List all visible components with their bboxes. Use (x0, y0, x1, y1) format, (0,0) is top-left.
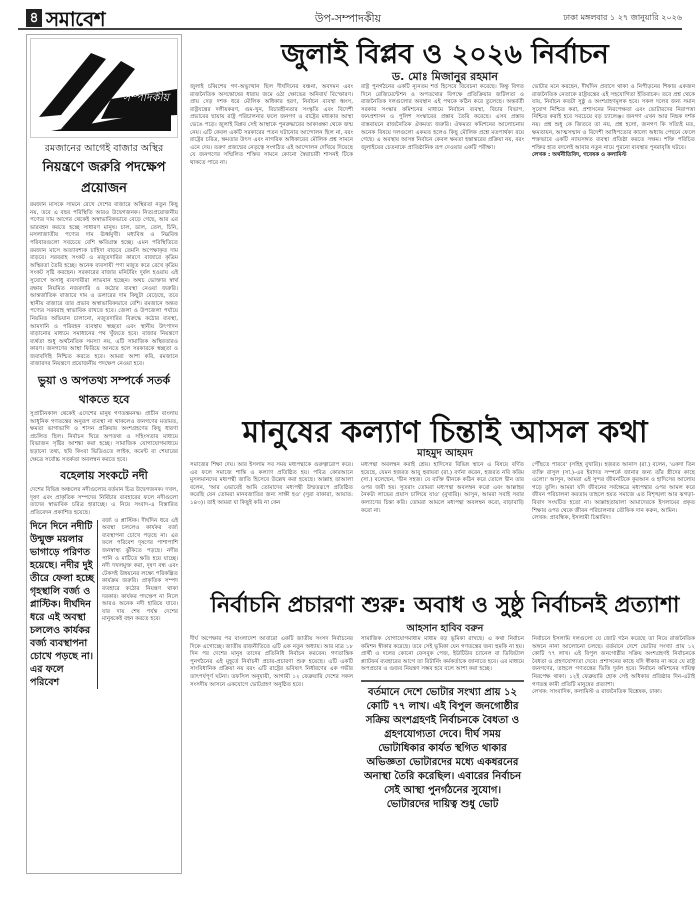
article1-headline: জুলাই বিপ্লব ও ২০২৬ নির্বাচন (281, 39, 609, 70)
editorial-body: রমজান মাসকে সামনে রেখে দেশের বাজারে অস্থিরতা নতুন কিছু নয়, তবে এ বছর পরিস্থিতি আরও উদ্বেগজনক। নিত্যপ্রয়োজনীয় পণ্যের দাম আগের থেকেই অস্বাভাবিকভাবে বেড়ে গেছে, আর এর ভারবহন করতে হচ্ছে সাধারণ মানুষ। চাল, ডাল, তেল, চিনি, মসলাজাতীয় পণ্যের দাম ঊর্ধ্বমুখী। মধ্যবিত্ত ও নিম্নবিত্ত পরিবারগুলো সবচেয়ে বেশি ক্ষতিগ্রস্ত হচ্ছে। এমন পরিস্থিতিতে রমজান মাসে অত্যাবশ্যক চাহিদা বাড়বে তেমনি অপেক্ষাকৃত দাম বাড়বে। সরবরাহ সংকট ও মজুতদারির কারণে বাজারে কৃত্রিম অস্থিরতা তৈরি হচ্ছে। অনেক ব্যবসায়ী পণ্য মজুত করে রেখে কৃত্রিম সংকট সৃষ্টি করছেন। সরকারের বাজার মনিটরিং দুর্বল হওয়ায় এই সুযোগে অসাধু ব্যবসায়ীরা লাভবান হচ্ছেন। অথচ ভোক্তার স্বার্থ রক্ষায় নিয়মিত নজরদারি ও কঠোর ব্যবস্থা নেওয়া জরুরি। আন্তর্জাতিক বাজারে দাম ও ডলারের দাম কিছুটা বেড়েছে, তবে স্থানীয় বাজারে তার প্রভাব অস্বাভাবিকভাবে বেশি। রমজানে অন্তত পণ্যের সরবরাহ স্বাভাবিক রাখতে হবে। জেলা ও উপজেলা পর্যায়ে নিয়মিত অভিযান চালানো, মজুতদারির বিরুদ্ধে কঠোর ব্যবস্থা, আমদানি ও পরিবহন ব্যবস্থায় স্বচ্ছতা এবং স্থানীয় উৎপাদন বাড়ানোর মাধ্যমে সমাধানের পথ খুঁজতে হবে। বাজার নিয়ন্ত্রণে ব্যর্থতা শুধু অর্থনৈতিক সমস্যা নয়, এটি সামাজিক অস্থিরতারও কারণ। জনগণের আস্থা ফিরিয়ে আনতে হলে সরকারকে স্বচ্ছতা ও জবাবদিহি নিশ্চিত করতে হবে। আমরা আশা করি, রমজানে বাজারদর নিয়ন্ত্রণে প্রয়োজনীয় পদক্ষেপ নেওয়া হবে। (30, 202, 178, 368)
article2-column-wrap (532, 462, 695, 582)
article2-column: পৌঁছতে পারবে' (সহিহ বুখারি)। হজরত আনাস (রা.) বলেন, 'একদা তিন ব্যক্তি রাসুল (সা.)-এর ইবাদত সম্পর্কে জানার জন্য তাঁর স্ত্রীদের কাছে এলো।' আসুন, আমরা এই সুন্দর জীবনটিকে কুরআন ও হাদিসের আলোয় গড়ে তুলি। আমরা যদি জীবনের সর্বক্ষেত্রে মধ্যপন্থার ওপর আমল করে জীবন পরিচালনা করতাম তাহলে হয়ত সমাজে এত বিশৃঙ্খলা আর ঝগড়া-বিবাদ সংঘটিত হতো না। আল্লাহতায়ালা আমাদেরকে ইসলামের প্রকৃত শিক্ষার ওপর থেকে জীবন পরিচালনার তৌফিক দান করুন, আমিন। (532, 462, 695, 514)
article3-body (190, 636, 695, 904)
editorial-body-river-cont: বর্জ্য ও প্লাস্টিক। দীর্ঘদিন ধরে এই অবস্থা চললেও কার্যকর বর্জ্য ব্যবস্থাপনা চোখে পড়ছে না। এর ফলে পরিবেশ দূষণের পাশাপাশি জনস্বাস্থ্য ঝুঁকিতে পড়ছে। নদীর পানি ও মাটিতে ক্ষতি হয়ে যাচ্ছে। নদী দখলমুক্ত করা, দূষণ বন্ধ এবং টেকসই উন্নয়নের লক্ষ্যে পরিকল্পিত কার্যক্রম জরুরি। প্রাকৃতিক সম্পদ ব্যবহারে কঠোর নিয়ন্ত্রণ থাকা দরকার। কার্যকর পদক্ষেপ না নিলে আরও অনেক নদী হারিয়ে যাবে। যার দায় শেষ পর্যন্ত দেশের মানুষকেই বহন করতে হবে। (102, 517, 178, 623)
article3-column: সামাজিক যোগাযোগমাধ্যম মাধ্যম বড় ভূমিকা রাখছে। এ কথা নির্বাচন কমিশন স্বীকার করেছে। তবে সেই ভূমিকা যেন গণতন্ত্রের জন্য হুমকি না হয়। প্রার্থী ও দলের কোনো ফেসবুক পেজ, ইউটিউব চ্যানেল বা ডিজিটাল প্ল্যাটফর্ম ব্যবহারের আগে তা রিটার্নিং কর্মকর্তাকে জানাতে হবে। এর মাধ্যমে অপপ্রচার ও গুজব নিয়ন্ত্রণ সম্ভব হবে বলে আশা করা হচ্ছে। (361, 636, 524, 673)
article2-headline: মানুষের কল্যাণ চিন্তাই আসল কথা (242, 415, 648, 450)
editorial-subhead-river: বহেলায় সংকটে নদী (60, 469, 148, 483)
article2-column: সমাজের শিক্ষা দেয়। আর ইসলাম সব সময় মধ্যপন্থাকে গুরুত্বারোপ করে। এর ফলে সমাজে শান্তি ও কল্যাণ প্রতিষ্ঠিত হয়। পবিত্র কোরআনে মুসলমানদের মধ্যপন্থী জাতি হিসেবে উল্লেখ করা হয়েছে। আল্লাহ তাআলা বলেন, 'আর এভাবেই আমি তোমাদের মধ্যপন্থী উম্মতরূপে প্রতিষ্ঠিত করেছি যেন তোমরা মানবজাতির জন্য সাক্ষী হও' (সুরা বাকারা, আয়াত: ১৪৩)। তাই আমরা যা কিছুই করি না কেন (190, 462, 353, 506)
article3-column-wrap (532, 636, 695, 904)
article2-column: মধ্যপন্থা অবলম্বন করাই শ্রেয়। হাদিসের বিভিন্ন স্থানে এ বিষয়ে বর্ণিত হয়েছে, যেমন হজরত আবু হুরায়রা (রা.) বর্ণনা করেন, হজরত নবি করিম (সা.) বলেছেন, 'দ্বীন সহজ। যে ব্যক্তি দ্বীনকে কঠিন করে তোলে দ্বীন তার ওপর জয়ী হয়। সুতরাং তোমরা মধ্যপন্থা অবলম্বন করো এবং আল্লাহর নৈকট্য লাভের প্রয়াস চালিয়ে যাও' (বুখারি)। আসুন, আমরা সবাই সবার কল্যাণের চিন্তা করি। তোমরা আমলে মধ্যপন্থা অবলম্বন করো, বাড়াবাড়ি করো না। (361, 462, 524, 514)
article3-byline: আহসান হাবিব বরুন (406, 623, 484, 634)
article1-byline: ড. মোঃ মিজানুর রহমান (392, 70, 498, 83)
article1-column: রাষ্ট্র পুনর্গঠনের একটি ন্যূনতম শর্ত হিসেবে বিবেচনা করেছে। কিন্তু বিগত দিনে রেজিমেন্টেশন ও অপতথ্যের বিপক্ষে প্রতিক্রিয়ার জটিলতা ও রাজনৈতিক দলগুলোর অবস্থান এই পথকে কঠিন করে তুলেছে। অন্তর্বর্তী সরকার সংস্কার কমিশনের মাধ্যমে নির্বাচন ব্যবস্থা, বিচার বিভাগ, জনপ্রশাসন ও পুলিশ সংস্কারের প্রস্তাব তৈরি করেছে। এসব প্রস্তাব বাস্তবায়নে রাজনৈতিক ঐকমত্য জরুরি। ঐকমত্য কমিশনের আলোচনায় অনেক বিষয়ে দলগুলো একমত হলেও কিছু মৌলিক প্রশ্নে মতপার্থক্য রয়ে গেছে। এ অবস্থায় আসন্ন নির্বাচন কেবল ক্ষমতা হস্তান্তরের প্রক্রিয়া নয়, বরং জুলাইয়ের চেতনাকে প্রাতিষ্ঠানিক রূপ দেওয়ার একটি পরীক্ষা। (361, 84, 524, 151)
article1-author-note: লেখক : অর্থনীতিবিদ, গবেষক ও কলামিস্ট (532, 152, 627, 159)
article1-column: জুলাই চব্বিশের গণ-অভ্যুত্থান ছিল দীর্ঘদিনের বঞ্চনা, অবদমন এবং রাজনৈতিক অসন্তোষের ধারায় জমে ওঠা ক্ষোভের অনিবার্য বিস্ফোরণ। প্রায় দেড় দশক ধরে মৌলিক অধিকার হরণ, নির্বাচন ব্যবস্থা ধ্বংস, রাষ্ট্রযন্ত্রের দলীয়করণ, গুম-খুন, বিচারহীনতার সংস্কৃতি এবং বিদেশী প্রভাবের ছায়ায় রাষ্ট্র পরিচালনার ফলে জনগণ ও রাষ্ট্রের মধ্যকার আস্থা ভেঙে পড়ে। জুলাই বিপ্লব সেই আস্থাকে পুনরুদ্ধারের আকাঙ্ক্ষা থেকে জন্ম নেয়। এটি কেবল একটি সরকারের পতন ঘটানোর আন্দোলন ছিল না, বরং রাষ্ট্রের চরিত্র, ক্ষমতার উৎস এবং নাগরিক অধিকারের মৌলিক প্রশ্ন সামনে এনে দেয়। তরুণ প্রজন্মের নেতৃত্বে সংগঠিত এই আন্দোলন দেখিয়ে দিয়েছে যে জনগণের সম্মিলিত শক্তির সামনে কোনো স্বৈরাচারী শাসনই টিকে থাকতে পারে না। (190, 84, 353, 166)
article2-body (190, 462, 695, 582)
article1-column: ভোটার মনে করছেন, দীর্ঘদিন প্রবাসে থাকা ও নিপীড়নের শিকার একজন রাজনৈতিক নেতাকে রাষ্ট্রযন্ত্রের এই সহযোগিতা ইতিবাচক। তবে প্রশ্ন থেকে যায়, নির্বাচন কতটা সুষ্ঠু ও অংশগ্রহণমূলক হবে। সকল দলের জন্য সমান সুযোগ নিশ্চিত করা, প্রশাসনের নিরপেক্ষতা এবং ভোটারদের নিরাপত্তা নিশ্চিত করাই হবে সবচেয়ে বড় চ্যালেঞ্জ। জনগণ এখন আর নিছক দর্শক নয়। প্রশ্ন শুধু কে জিতবে তা নয়, প্রশ্ন হলো, জনগণ কি সত্যিই মত, ক্ষমতায়ন, আত্মসম্মান ও বিদেশী আধিপত্যের কালো অধ্যায় পেছনে ফেলে শক্তভাবে একটি ন্যায়সঙ্গত ব্যবস্থা প্রতিষ্ঠা করতে সক্ষম। শক্তি পরিচিত শক্তির হাত বদলেই আবার নতুন নামে পুরনো ব্যবস্থার পুনরাবৃত্তি ঘটবে। (532, 84, 695, 151)
editorial-body-misinformation: সুপ্রাচীনকাল থেকেই এদেশের মানুষ গণতন্ত্রমনস্ক। প্রাচীন বাংলায় আধুনিক গণতন্ত্রের অনুরূপ ব্যবস্থা না থাকলেও জনগণের মতামত, ক্ষমতা ভাগাভাগি ও শাসন প্রক্রিয়ায় অংশগ্রহণের কিছু ধারণা প্রচলিত ছিল। নির্বাচন ঘিরে অপতথ্য ও সহিংসতার মাধ্যমে বিভাজন সৃষ্টির আশঙ্কা করা হচ্ছে। সামাজিক যোগাযোগমাধ্যমে ছড়ানো তথ্য, ছবি কিংবা ভিডিওতে লাইক, কমেন্ট বা শেয়ারের ক্ষেত্রে সর্বোচ্চ সতর্কতা অবলম্বন করতে হবে। (30, 411, 178, 463)
article3-column: নির্বাচনে ইসলামি দলগুলো যে জোট গঠন করেছে তা নিয়ে রাজনৈতিক অঙ্গনে নানা আলোচনা চলছে। বর্তমানে দেশে ভোটার সংখ্যা প্রায় ১২ কোটি ৭৭ লাখ। এই বিপুল জনগোষ্ঠীর সক্রিয় অংশগ্রহণই নির্বাচনকে বৈধতা ও গ্রহণযোগ্যতা দেবে। প্রশাসনের কাছে যদি স্বীকার না করে যে রাষ্ট্র জনগণের, তাহলে গণতন্ত্রের ভিত্তি দুর্বল হবে। নির্বাচন কমিশনের দায়িত্ব নিরপেক্ষ থাকা। ১২ই ফেব্রুয়ারি হোক সেই অধিকার প্রতিষ্ঠার দিন-এটাই গণতন্ত্র কামী প্রতিটি মানুষের প্রত্যাশা। (532, 636, 695, 688)
article2-author-note: লেখক: প্রাবন্ধিক, ইসলামী চিন্তাবিদ। (532, 515, 611, 522)
newspaper-logo: সমাবেশ (46, 7, 106, 31)
article1-column-wrap (532, 84, 695, 404)
editorial-column (26, 34, 182, 874)
masthead (18, 4, 682, 30)
editorial-subhead-misinformation: ভুয়া ও অপতথ্য সম্পর্কে সতর্ক থাকতে হবে (37, 374, 171, 407)
page-number: ৪ (26, 9, 42, 27)
section-title: উপ-সম্পাদকীয় (314, 12, 382, 25)
editorial-body-river: দেশের বিভিন্ন অঞ্চলের নদীগুলোর বর্তমান চিত্র উদ্বেগজনক। দখল, দূষণ এবং প্রাকৃতিক সম্পদের নির্বিচার ব্যবহারের ফলে নদীগুলো তাদের স্বাভাবিক চরিত্র হারাচ্ছে। এ নিয়ে সংবাদ-এ বিস্তারিত প্রতিবেদন প্রকাশিত হয়েছে। (30, 487, 178, 516)
editorial-title: নিয়ন্ত্রণে জরুরি পদক্ষেপ প্রয়োজন (42, 160, 166, 196)
editorial-kicker: রমজানের আগেই বাজার অস্থির (44, 143, 164, 154)
article3-headline: নির্বাচনি প্রচারণা শুরু: অবাধ ও সুষ্ঠু নির্বাচনই প্রত্যাশা (210, 593, 680, 618)
article3-column: দীর্ঘ অপেক্ষার পর বাংলাদেশ আবারো একটি জাতীয় সংসদ নির্বাচনের দিকে এগোচ্ছে। জাতীয় রাজনীতিতে এটি এক নতুন অধ্যায়। আর মাত্র ১৮ দিন পর দেশের মানুষ তাদের প্রতিনিধি নির্বাচন করবেন। গণতান্ত্রিক পুনর্গঠনের এই মুহূর্তে নির্বাচনী প্রচার-প্রচারণা শুরু হয়েছে। এটি একটি সাংবিধানিক প্রক্রিয়া নয় বরং এটি রাষ্ট্রের ভবিষ্যৎ নির্ধারণের এক গভীর তাৎপর্যপূর্ণ ঘটনা। তফসিল অনুযায়ী, আগামী ১২ ফেব্রুয়ারি দেশের সকল সংসদীয় আসনে একযোগে ভোটগ্রহণ অনুষ্ঠিত হবে। (190, 636, 353, 688)
pen-nib-icon (31, 39, 178, 137)
article2-byline: মাহমুদ আহমদ (417, 448, 473, 459)
article1-body (190, 84, 695, 404)
editorial-logo-label: সম্পাদকীয় (122, 91, 169, 104)
editorial-logo (30, 38, 178, 138)
article3-callout: বর্তমানে দেশে ভোটার সংখ্যা প্রায় ১২ কোটি ৭৭ লাখ। এই বিপুল জনগোষ্ঠীর সক্রিয় অংশগ্রহণই নির্বাচনকে বৈধতা ও গ্রহণযোগ্যতা দেবে। দীর্ঘ সময় ভোটাধিকার কার্যত স্থগিত থাকার অভিজ্ঞতা ভোটারদের মধ্যে একধরনের অনাস্থা তৈরি করেছিল। এবারের নির্বাচন সেই আস্থা পুনর্গঠনের সুযোগ। ভোটারদের দায়িত্ব শুধু ভোট (361, 680, 524, 812)
article3-column-wrap-mid (361, 636, 524, 904)
pull-quote: দিনে দিনে নদীটি উন্মুক্ত ময়লার ভাগাড়ে পরিণত হয়েছে। নদীর দুই তীরে ফেলা হচ্ছে গৃহস্থালি বর্জ্য ও প্লাস্টিক। দীর্ঘদিন ধরে এই অবস্থা চললেও কার্যকর বর্জ্য ব্যবস্থাপনা চোখে পড়ছে না। এর ফলে পরিবেশ (30, 520, 98, 689)
article3-author-note: লেখক: সাংবাদিক, কলামিস্ট ও রাজনৈতিক বিশ্লেষক, ঢাকা। (532, 689, 662, 696)
dateline: ঢাকা মঙ্গলবার ১ ২৭ জানুয়ারি ২০২৬ (563, 13, 682, 22)
